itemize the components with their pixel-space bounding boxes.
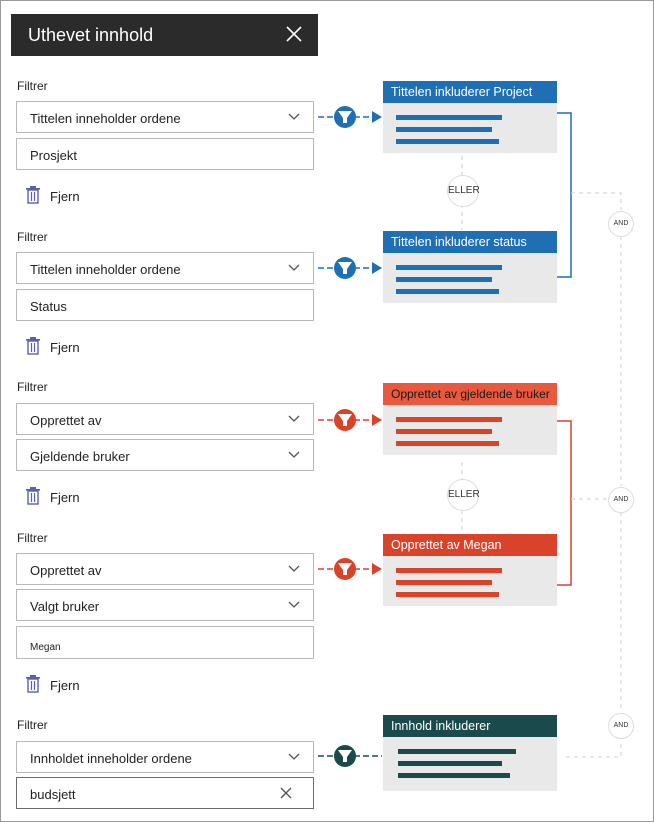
panel-header [11, 14, 318, 56]
user-scope-dropdown[interactable] [16, 589, 314, 621]
or-connector: ELLER [447, 479, 479, 511]
card-title: Opprettet av gjeldende bruker [383, 383, 557, 405]
panel-title: Uthevet innhold [28, 25, 154, 45]
filter-text-input[interactable] [16, 289, 314, 321]
bracket-blue [557, 113, 571, 277]
card-title: Innhold inkluderer [383, 715, 557, 737]
input-value: budsjett [30, 787, 76, 802]
card-line [396, 441, 499, 446]
card-line [396, 580, 492, 585]
people-picker-input[interactable] [16, 626, 314, 659]
filter-type-dropdown[interactable] [16, 403, 314, 435]
dashed-and-content [566, 740, 621, 757]
card-line [396, 277, 492, 282]
dropdown-value: Opprettet av [30, 413, 102, 428]
input-value: Status [30, 299, 67, 314]
trash-icon [25, 337, 41, 355]
card-line [398, 761, 502, 766]
filter-label: Filtrer [17, 79, 48, 93]
dropdown-value: Tittelen inneholder ordene [30, 111, 181, 126]
card-line [398, 773, 510, 778]
dropdown-value: Tittelen inneholder ordene [30, 262, 181, 277]
result-card [383, 81, 557, 153]
filter-arrow-5 [318, 745, 382, 767]
card-line [396, 417, 502, 422]
card-line [396, 115, 502, 120]
input-value: Megan [30, 642, 61, 653]
and-connector: AND [608, 211, 634, 237]
card-line [396, 429, 492, 434]
filter-text-input[interactable] [16, 138, 314, 170]
filter-label: Filtrer [17, 718, 48, 732]
card-line [398, 749, 516, 754]
filter-type-dropdown[interactable] [16, 553, 314, 585]
or-connector: ELLER [447, 175, 479, 207]
dropdown-value: Innholdet inneholder ordene [30, 751, 192, 766]
and-connector: AND [608, 713, 634, 739]
remove-label: Fjern [50, 340, 80, 355]
result-card [383, 231, 557, 303]
filter-arrow-3 [318, 409, 382, 431]
filter-arrow-4 [318, 558, 382, 580]
result-card [383, 383, 557, 455]
card-title: Tittelen inkluderer Project [383, 81, 557, 103]
card-line [396, 568, 502, 573]
chevron-down-icon [288, 264, 300, 272]
dropdown-value: Gjeldende bruker [30, 449, 130, 464]
result-card [383, 534, 557, 606]
filter-type-dropdown[interactable] [16, 252, 314, 284]
chevron-down-icon [288, 415, 300, 423]
and-connector: AND [608, 487, 634, 513]
chevron-down-icon [288, 113, 300, 121]
trash-icon [25, 186, 41, 204]
filter-type-dropdown[interactable] [16, 741, 314, 773]
user-scope-dropdown[interactable] [16, 439, 314, 471]
trash-icon [25, 487, 41, 505]
trash-icon [25, 675, 41, 693]
filter-label: Filtrer [17, 531, 48, 545]
filter-arrow-2 [318, 257, 382, 279]
filter-arrow-1 [318, 106, 382, 128]
card-title: Opprettet av Megan [383, 534, 557, 556]
filter-label: Filtrer [17, 230, 48, 244]
clear-icon[interactable] [279, 786, 293, 800]
filter-label: Filtrer [17, 380, 48, 394]
bracket-red [557, 421, 571, 585]
card-line [396, 127, 492, 132]
dropdown-value: Opprettet av [30, 563, 102, 578]
chevron-down-icon [288, 565, 300, 573]
remove-label: Fjern [50, 678, 80, 693]
chevron-down-icon [288, 601, 300, 609]
card-line [396, 265, 502, 270]
remove-label: Fjern [50, 189, 80, 204]
chevron-down-icon [288, 753, 300, 761]
dashed-and-blue [571, 193, 621, 210]
card-title: Tittelen inkluderer status [383, 231, 557, 253]
remove-label: Fjern [50, 490, 80, 505]
card-line [396, 592, 499, 597]
filter-type-dropdown[interactable] [16, 101, 314, 133]
dropdown-value: Valgt bruker [30, 599, 100, 614]
card-line [396, 139, 499, 144]
card-line [396, 289, 499, 294]
input-value: Prosjekt [30, 148, 77, 163]
chevron-down-icon [288, 451, 300, 459]
close-icon[interactable] [284, 24, 304, 44]
filter-text-input[interactable] [16, 777, 314, 809]
result-card [383, 715, 557, 791]
